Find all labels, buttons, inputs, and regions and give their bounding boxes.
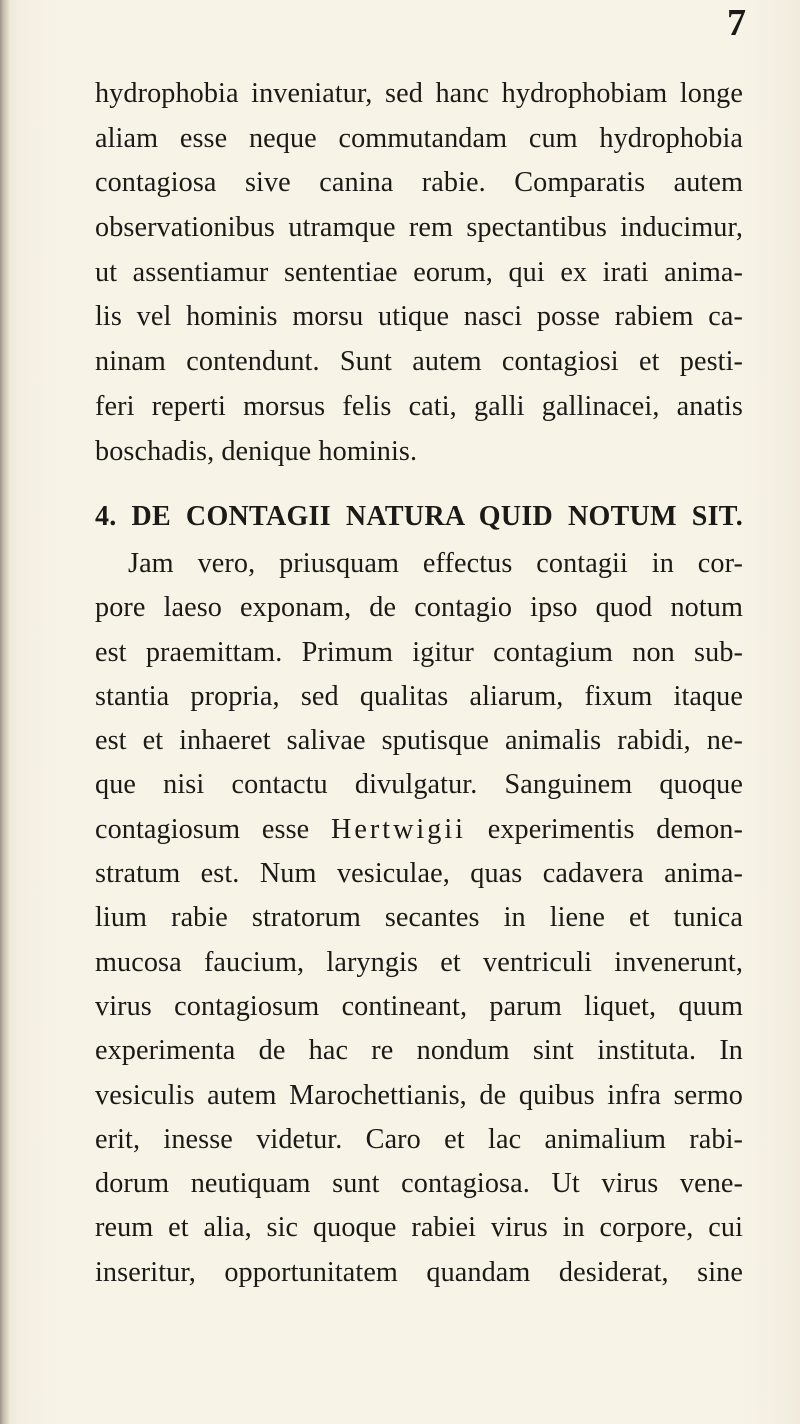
text-segment: contagiosum esse bbox=[95, 813, 331, 845]
text-line: feri reperti morsus felis cati, galli gallinacei, anatis bbox=[95, 390, 743, 422]
page-number: 7 bbox=[727, 2, 746, 44]
text-line: lium rabie stratorum secantes in liene et tunica bbox=[95, 902, 743, 934]
text-line: observationibus utramque rem spectantibus inducimur, bbox=[95, 212, 743, 244]
text-line: aliam esse neque commutandam cum hydrophobia bbox=[95, 122, 743, 154]
text-line: dorum neutiquam sunt contagiosa. Ut virus vene- bbox=[95, 1168, 743, 1200]
page-spine-shadow bbox=[0, 0, 10, 1424]
paragraph-1 bbox=[95, 72, 743, 474]
text-line: ut assentiamur sententiae eorum, qui ex irati anima- bbox=[95, 256, 743, 288]
text-line: boschadis, denique hominis. bbox=[95, 435, 418, 467]
text-line: lis vel hominis morsu utique nasci posse rabiem ca- bbox=[95, 301, 743, 333]
paragraph-2 bbox=[95, 542, 743, 1295]
text-segment: experimentis demon- bbox=[466, 813, 743, 845]
author-name-spaced: Hertwigii bbox=[330, 813, 467, 845]
text-line: que nisi contactu divulgatur. Sanguinem quoque bbox=[95, 769, 743, 801]
text-line: erit, inesse videtur. Caro et lac animalium rabi- bbox=[95, 1123, 743, 1155]
text-line: est praemittam. Primum igitur contagium non sub- bbox=[95, 636, 743, 668]
text-line: hydrophobia inveniatur, sed hanc hydrophobiam longe bbox=[95, 78, 743, 109]
text-line: est et inhaeret salivae sputisque animalis rabidi, ne- bbox=[95, 725, 743, 757]
text-line: ninam contendunt. Sunt autem contagiosi et pesti- bbox=[95, 346, 743, 378]
text-line bbox=[95, 808, 743, 852]
section-heading: 4. DE CONTAGII NATURA QUID NOTUM SIT. bbox=[95, 501, 743, 532]
text-line: inseritur, opportunitatem quandam desiderat, sine bbox=[95, 1256, 743, 1288]
text-line: pore laeso exponam, de contagio ipso quod notum bbox=[95, 592, 743, 624]
text-line: virus contagiosum contineant, parum liquet, quum bbox=[95, 990, 743, 1022]
text-line: Jam vero, priusquam effectus contagii in cor- bbox=[128, 548, 743, 579]
text-line: experimenta de hac re nondum sint instituta. In bbox=[95, 1035, 743, 1067]
text-line: vesiculis autem Marochettianis, de quibus infra sermo bbox=[95, 1079, 743, 1111]
text-line: stratum est. Num vesiculae, quas cadavera anima- bbox=[95, 858, 743, 890]
text-line: reum et alia, sic quoque rabiei virus in corpore, cui bbox=[95, 1212, 743, 1244]
text-line: contagiosa sive canina rabie. Comparatis autem bbox=[95, 167, 743, 199]
text-line: mucosa faucium, laryngis et ventriculi invenerunt, bbox=[95, 946, 743, 978]
text-line: stantia propria, sed qualitas aliarum, fixum itaque bbox=[95, 680, 743, 712]
